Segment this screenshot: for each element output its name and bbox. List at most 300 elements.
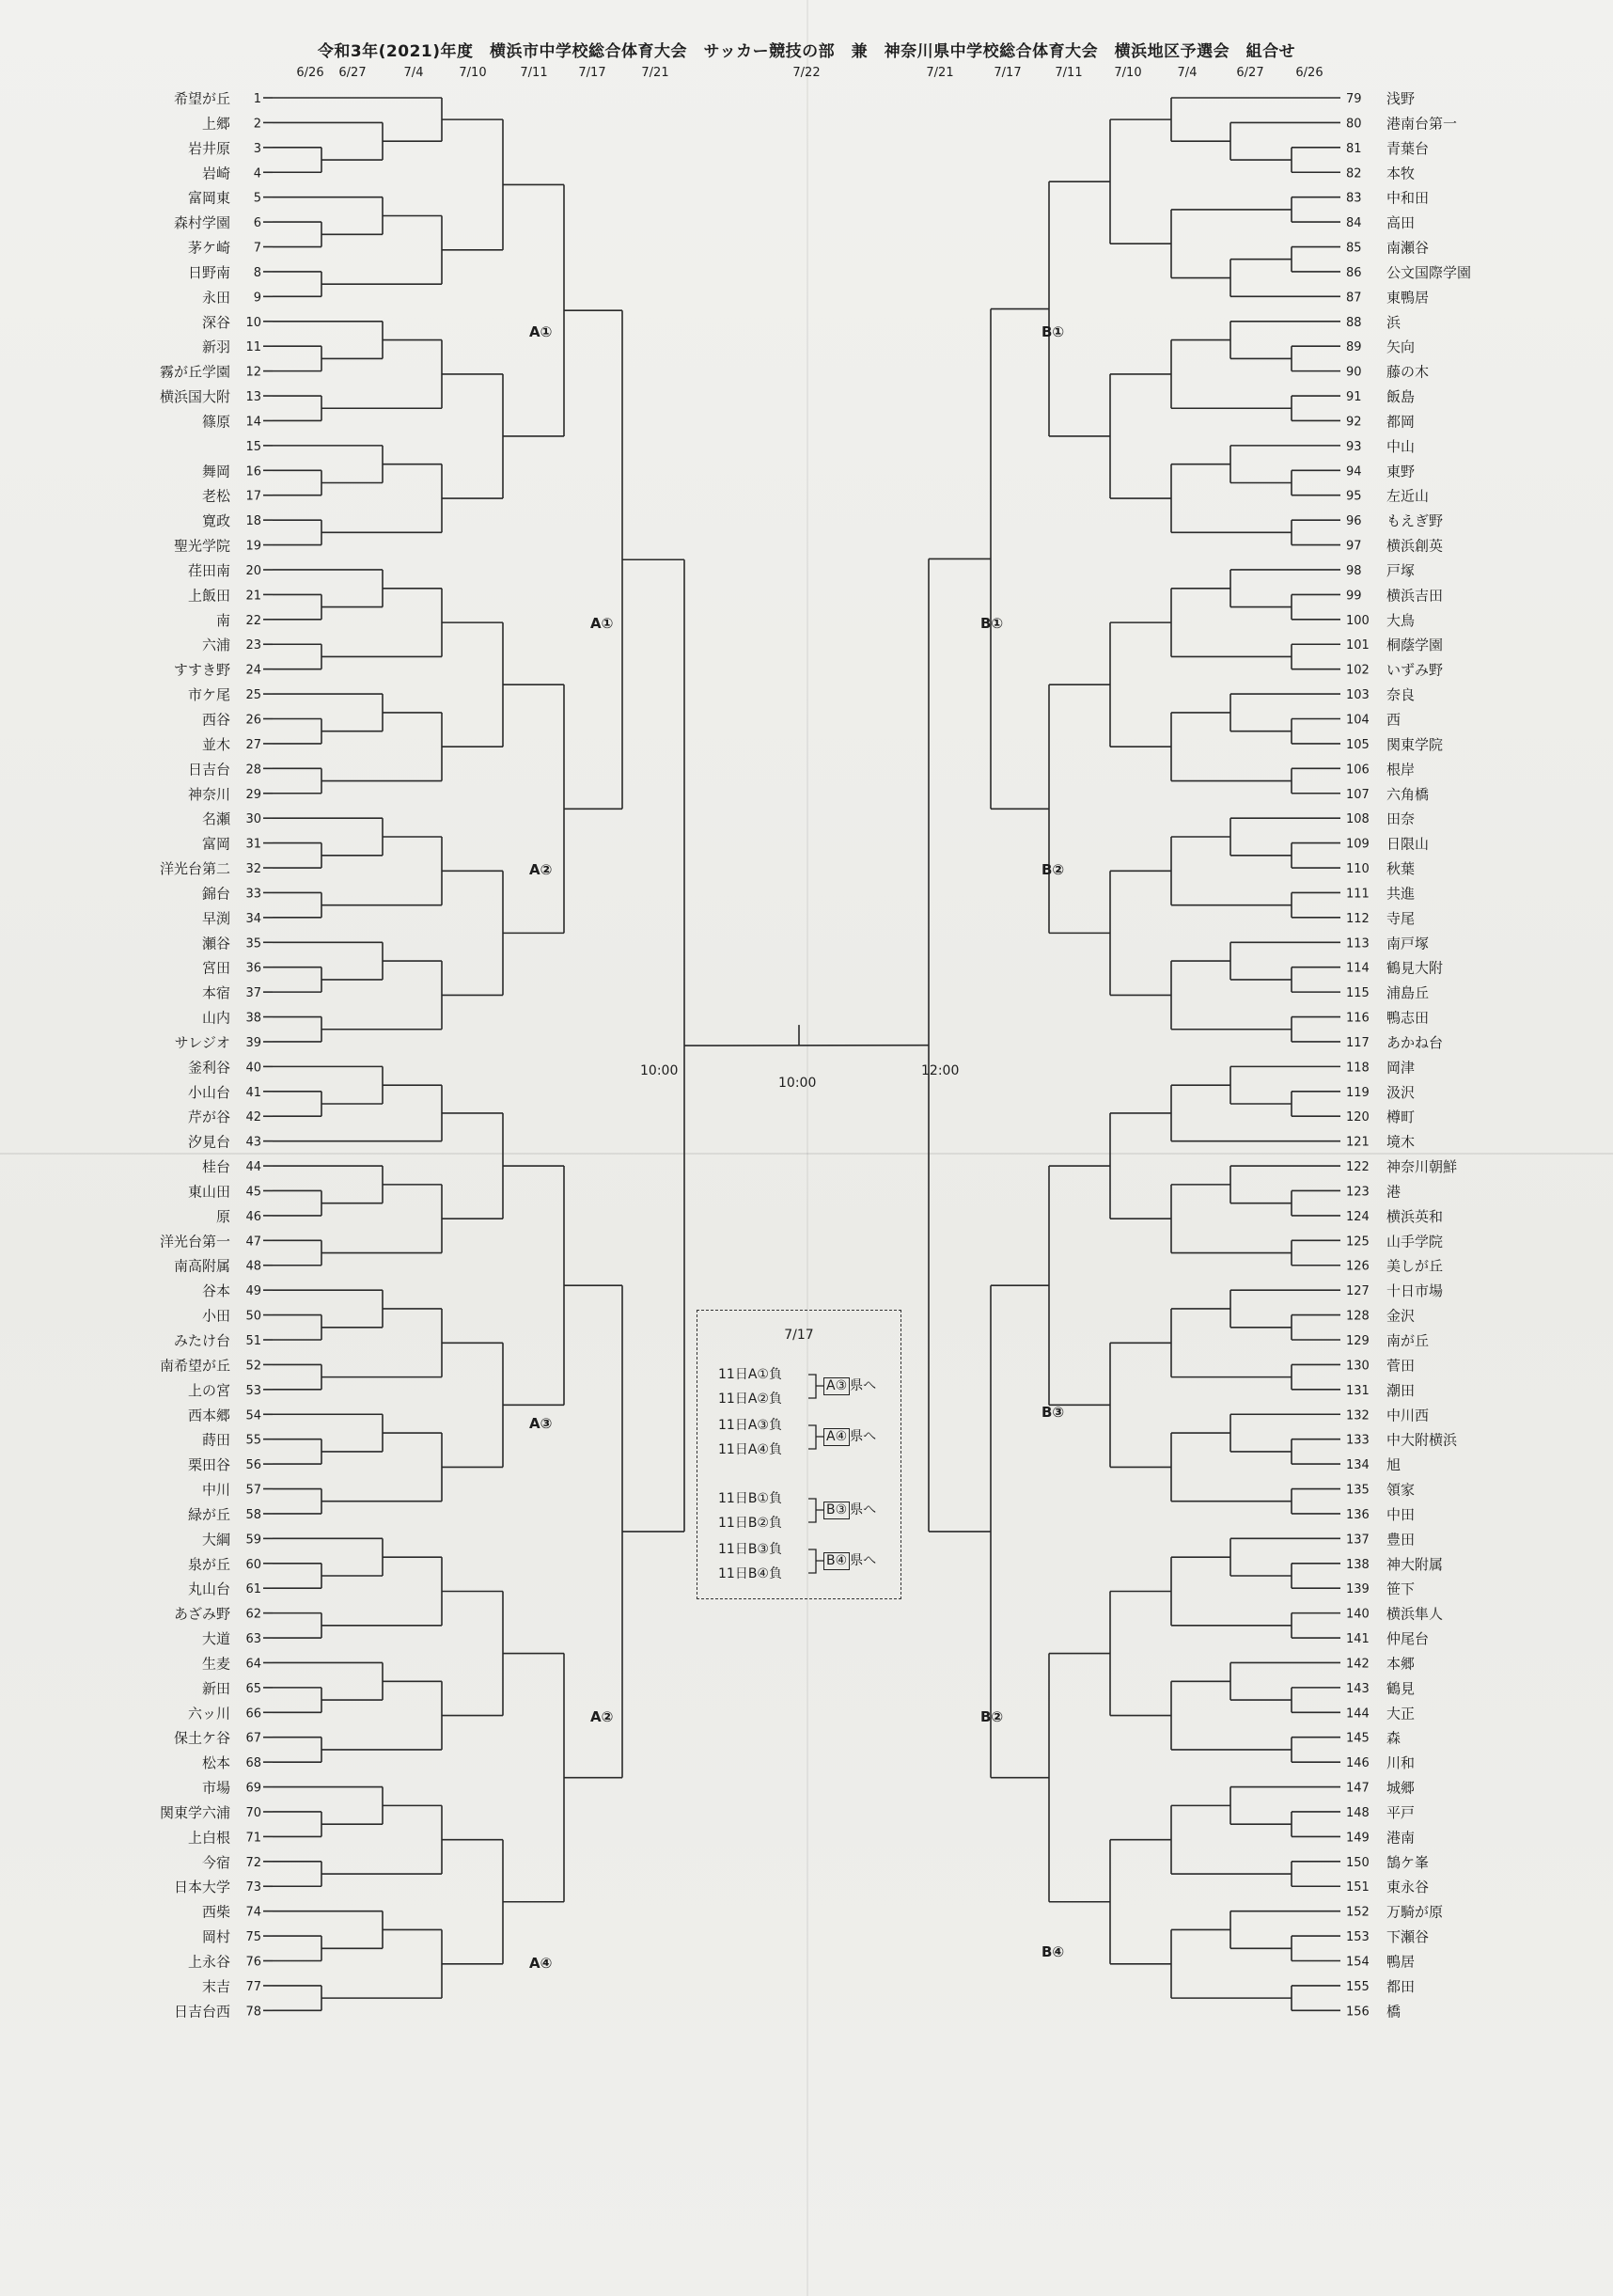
team-name: 矢向 [1386, 338, 1416, 356]
team-name: 飯島 [1386, 388, 1416, 406]
team-number: 38 [245, 1011, 261, 1026]
team-name: 本宿 [201, 984, 230, 1002]
team-number: 144 [1346, 1706, 1370, 1722]
team-name: 横浜創英 [1386, 537, 1444, 555]
team-number: 96 [1346, 514, 1362, 529]
team-name: 末吉 [201, 1977, 230, 1995]
team-number: 30 [245, 812, 261, 827]
team-name: 新田 [201, 1679, 230, 1697]
team-name: 神奈川朝鮮 [1386, 1158, 1458, 1176]
team-name: 仲尾台 [1386, 1630, 1430, 1648]
team-name: 桂台 [201, 1158, 230, 1176]
team-name: 共進 [1386, 885, 1416, 903]
team-name: 森 [1386, 1729, 1402, 1747]
playoff-loser-B2: 11日B②負 [718, 1516, 782, 1531]
team-name: 富岡東 [187, 189, 230, 207]
team-number: 143 [1346, 1681, 1370, 1696]
date-header-center: 7/22 [792, 66, 821, 80]
team-name: 汲沢 [1386, 1083, 1416, 1101]
team-name: 南瀬谷 [1386, 239, 1430, 257]
team-number: 56 [245, 1458, 261, 1473]
team-number: 115 [1346, 986, 1370, 1001]
team-number: 84 [1346, 216, 1362, 231]
label-right-B2: B② [1041, 861, 1065, 878]
label-right-B3: B③ [1041, 1404, 1065, 1421]
team-number: 107 [1346, 787, 1370, 802]
team-number: 146 [1346, 1756, 1370, 1771]
team-name: 笹下 [1386, 1580, 1416, 1598]
team-number: 100 [1346, 613, 1370, 628]
team-number: 113 [1346, 936, 1370, 951]
team-number: 64 [245, 1657, 261, 1672]
team-name: 中山 [1386, 437, 1416, 455]
team-name: 樽町 [1386, 1109, 1416, 1126]
team-name: 深谷 [201, 313, 230, 331]
team-number: 70 [245, 1805, 261, 1820]
team-number: 137 [1346, 1533, 1370, 1548]
team-name: 中川西 [1386, 1407, 1430, 1424]
team-number: 98 [1346, 563, 1362, 578]
team-number: 117 [1346, 1035, 1370, 1050]
team-number: 4 [253, 166, 261, 181]
playoff-loser-A3: 11日A③負 [718, 1418, 782, 1433]
team-number: 58 [245, 1507, 261, 1522]
team-number: 36 [245, 961, 261, 976]
team-number: 122 [1346, 1160, 1370, 1175]
left-half-teams [160, 90, 261, 2020]
team-number: 68 [245, 1756, 261, 1771]
team-number: 16 [245, 464, 261, 480]
team-name: 南戸塚 [1386, 935, 1430, 952]
team-number: 3 [253, 141, 261, 156]
team-number: 59 [245, 1533, 261, 1548]
team-name: 左近山 [1386, 487, 1430, 505]
team-name: 山内 [201, 1009, 230, 1027]
team-number: 8 [253, 265, 261, 280]
team-number: 138 [1346, 1557, 1370, 1572]
playoff-loser-A1: 11日A①負 [718, 1367, 782, 1382]
team-number: 51 [245, 1334, 261, 1348]
team-number: 95 [1346, 489, 1362, 504]
team-name: 田奈 [1386, 810, 1416, 828]
label-left-A3: A③ [529, 1415, 553, 1432]
playoff-result-A4-box: A④ [823, 1428, 850, 1446]
team-number: 102 [1346, 663, 1370, 678]
team-number: 152 [1346, 1905, 1370, 1920]
team-name: みたけ台 [173, 1332, 230, 1349]
right-half-teams [1346, 90, 1471, 2020]
team-name: 大正 [1386, 1705, 1416, 1722]
team-number: 74 [245, 1905, 261, 1920]
team-number: 72 [245, 1855, 261, 1870]
team-name: 日野南 [187, 263, 230, 281]
team-number: 55 [245, 1433, 261, 1448]
team-name: 万騎が原 [1386, 1903, 1444, 1921]
team-number: 132 [1346, 1408, 1370, 1423]
team-number: 35 [245, 936, 261, 951]
team-name: 公文国際学園 [1386, 263, 1472, 281]
team-name: 松本 [201, 1754, 230, 1772]
team-name: あざみ野 [173, 1605, 230, 1623]
team-number: 45 [245, 1185, 261, 1200]
playoff-loser-B4: 11日B④負 [718, 1566, 782, 1581]
team-number: 31 [245, 837, 261, 852]
team-name: 岡村 [201, 1928, 230, 1946]
team-number: 80 [1346, 117, 1362, 132]
label-left-upper-A1: A① [529, 323, 553, 340]
team-number: 112 [1346, 911, 1370, 926]
team-name: 寛政 [201, 512, 230, 530]
team-number: 90 [1346, 365, 1362, 380]
team-name: 聖光学院 [173, 537, 230, 555]
team-name: 港 [1386, 1183, 1402, 1201]
date-header-left-7: 7/21 [641, 66, 669, 80]
team-number: 41 [245, 1085, 261, 1100]
date-header-left-6: 7/17 [578, 66, 606, 80]
time-left-final: 10:00 [640, 1063, 679, 1078]
time-right-final: 12:00 [921, 1063, 960, 1078]
team-number: 61 [245, 1582, 261, 1597]
team-number: 120 [1346, 1110, 1370, 1125]
team-name: 関東学院 [1386, 735, 1444, 753]
team-name: いずみ野 [1386, 661, 1444, 679]
playoff-result-A4-suffix: 県へ [850, 1429, 877, 1444]
date-header-right-1: 7/21 [926, 66, 954, 80]
team-number: 85 [1346, 241, 1362, 256]
team-number: 77 [245, 1979, 261, 1994]
team-name: 横浜国大附 [159, 388, 230, 406]
team-number: 99 [1346, 589, 1362, 604]
team-number: 135 [1346, 1483, 1370, 1498]
team-number: 53 [245, 1383, 261, 1398]
label-left-A2: A② [529, 861, 553, 878]
team-number: 25 [245, 688, 261, 703]
team-number: 20 [245, 563, 261, 578]
team-name: 市ケ尾 [187, 686, 230, 704]
team-number: 125 [1346, 1234, 1370, 1250]
team-number: 156 [1346, 2005, 1370, 2020]
team-number: 75 [245, 1930, 261, 1945]
team-number: 110 [1346, 862, 1370, 877]
team-name: 南希望が丘 [159, 1357, 230, 1375]
team-name: 洋光台第一 [159, 1233, 230, 1250]
team-number: 131 [1346, 1383, 1370, 1398]
team-name: 大綱 [201, 1531, 230, 1549]
team-name: 日本大学 [173, 1879, 230, 1896]
team-name: 荏田南 [187, 561, 230, 579]
team-name: 潮田 [1386, 1381, 1416, 1399]
team-number: 37 [245, 986, 261, 1001]
team-name: もえぎ野 [1386, 512, 1444, 530]
label-right-B4: B④ [1041, 1943, 1065, 1960]
team-name: 中川 [201, 1481, 230, 1499]
team-name: 港南台第一 [1386, 115, 1458, 133]
team-number: 124 [1346, 1209, 1370, 1224]
team-name: 六ッ川 [187, 1705, 230, 1722]
team-name: 上郷 [201, 115, 230, 133]
team-name: 寺尾 [1386, 909, 1416, 927]
label-left-A4: A④ [529, 1955, 553, 1972]
team-number: 89 [1346, 340, 1362, 355]
team-number: 15 [245, 439, 261, 454]
team-number: 141 [1346, 1632, 1370, 1647]
team-name: 日吉台 [187, 761, 230, 778]
team-name: 市場 [201, 1779, 230, 1797]
team-number: 13 [245, 390, 261, 405]
team-name: 鵠ケ峯 [1386, 1853, 1430, 1871]
team-number: 142 [1346, 1657, 1370, 1672]
team-name: 浦島丘 [1386, 984, 1430, 1002]
team-number: 139 [1346, 1582, 1370, 1597]
team-name: 城郷 [1386, 1779, 1416, 1797]
team-name: 東野 [1386, 463, 1416, 480]
team-name: 東永谷 [1386, 1879, 1430, 1896]
team-name: 横浜吉田 [1386, 587, 1444, 605]
team-number: 42 [245, 1110, 261, 1125]
team-name: 高田 [1386, 214, 1416, 232]
team-number: 154 [1346, 1955, 1370, 1970]
team-number: 57 [245, 1483, 261, 1498]
team-number: 50 [245, 1309, 261, 1324]
team-number: 34 [245, 911, 261, 926]
team-name: すすき野 [173, 661, 230, 679]
team-name: 南高附属 [173, 1257, 230, 1275]
team-name: 六角橋 [1386, 785, 1430, 803]
team-number: 153 [1346, 1930, 1370, 1945]
team-number: 7 [253, 241, 261, 256]
team-name: 小山台 [187, 1083, 230, 1101]
team-number: 130 [1346, 1359, 1370, 1374]
team-number: 118 [1346, 1061, 1370, 1076]
bracket-lines [263, 98, 1340, 2010]
team-number: 121 [1346, 1135, 1370, 1150]
team-number: 151 [1346, 1880, 1370, 1895]
team-number: 104 [1346, 713, 1370, 728]
playoff-result-B3-box: B③ [823, 1502, 850, 1519]
team-name: 名瀬 [201, 810, 230, 828]
team-number: 22 [245, 613, 261, 628]
team-name: 鶴見 [1386, 1679, 1416, 1697]
team-name: 鴨居 [1386, 1953, 1416, 1971]
time-center-final: 10:00 [778, 1076, 817, 1091]
team-name: 秋葉 [1386, 860, 1416, 878]
date-header-right-7: 6/26 [1295, 66, 1323, 80]
team-name: 芹が谷 [187, 1109, 230, 1126]
team-name: 美しが丘 [1386, 1257, 1444, 1275]
team-number: 145 [1346, 1731, 1370, 1746]
team-number: 21 [245, 589, 261, 604]
team-name: 西本郷 [187, 1407, 230, 1424]
team-number: 136 [1346, 1507, 1370, 1522]
team-number: 6 [253, 216, 261, 231]
team-number: 17 [245, 489, 261, 504]
team-number: 128 [1346, 1309, 1370, 1324]
team-name: 保土ケ谷 [173, 1729, 230, 1747]
team-number: 71 [245, 1831, 261, 1846]
team-name: 西 [1386, 711, 1402, 729]
team-number: 147 [1346, 1781, 1370, 1796]
team-number: 29 [245, 787, 261, 802]
playoff-loser-A4: 11日A④負 [718, 1442, 782, 1457]
team-number: 94 [1346, 464, 1362, 480]
team-name: 錦台 [201, 885, 230, 903]
team-number: 114 [1346, 961, 1370, 976]
team-number: 62 [245, 1607, 261, 1622]
team-name: 橋 [1386, 2003, 1402, 2021]
team-name: 青葉台 [1386, 139, 1430, 157]
team-name: 小田 [201, 1307, 230, 1325]
team-number: 48 [245, 1259, 261, 1274]
label-right-semi-B1: B① [980, 615, 1004, 632]
team-name: 釜利谷 [187, 1059, 230, 1077]
team-number: 54 [245, 1408, 261, 1423]
team-name: 都岡 [1386, 413, 1416, 431]
team-name: 岡津 [1386, 1059, 1416, 1077]
team-name: 丸山台 [187, 1580, 230, 1598]
team-name: 中大附横浜 [1386, 1431, 1458, 1449]
playoff-date: 7/17 [784, 1328, 814, 1343]
playoff-loser-A2: 11日A②負 [718, 1392, 782, 1407]
team-name: 下瀬谷 [1386, 1928, 1430, 1946]
team-name: 瀬谷 [201, 935, 230, 952]
team-name: 大鳥 [1386, 611, 1416, 629]
team-name: 平戸 [1386, 1803, 1416, 1821]
team-name: 東鴨居 [1386, 289, 1430, 307]
team-number: 108 [1346, 812, 1370, 827]
team-name: 関東学六浦 [159, 1803, 230, 1821]
team-name: 南 [215, 611, 230, 629]
team-name: 宮田 [201, 959, 230, 977]
date-header-left-2: 6/27 [338, 66, 367, 80]
team-number: 18 [245, 514, 261, 529]
team-name: 本郷 [1386, 1655, 1416, 1673]
team-number: 129 [1346, 1334, 1370, 1348]
team-name: 神大附属 [1386, 1555, 1444, 1573]
date-header-right-6: 6/27 [1236, 66, 1264, 80]
team-number: 76 [245, 1955, 261, 1970]
team-name: 富岡 [201, 835, 230, 853]
team-number: 40 [245, 1061, 261, 1076]
date-header-left-5: 7/11 [520, 66, 548, 80]
playoff-result-A3-box: A③ [823, 1377, 850, 1395]
team-number: 116 [1346, 1011, 1370, 1026]
team-number: 44 [245, 1160, 261, 1175]
team-name: 鶴見大附 [1386, 959, 1444, 977]
team-number: 19 [245, 539, 261, 554]
playoff-connectors [697, 1311, 902, 1600]
team-number: 88 [1346, 315, 1362, 330]
label-left-semi-A1: A① [590, 615, 614, 632]
team-number: 47 [245, 1234, 261, 1250]
team-number: 9 [253, 291, 261, 306]
team-number: 140 [1346, 1607, 1370, 1622]
team-number: 111 [1346, 887, 1370, 902]
team-name: 老松 [201, 487, 230, 505]
team-name: 旭 [1386, 1456, 1402, 1474]
team-number: 149 [1346, 1831, 1370, 1846]
team-name: 生麦 [201, 1655, 230, 1673]
team-number: 1 [253, 92, 261, 106]
team-name: 中田 [1386, 1505, 1416, 1523]
team-number: 148 [1346, 1805, 1370, 1820]
playoff-loser-B3: 11日B③負 [718, 1542, 782, 1557]
team-name: 栗田谷 [187, 1456, 230, 1474]
team-name: 横浜隼人 [1386, 1605, 1444, 1623]
team-number: 33 [245, 887, 261, 902]
team-number: 92 [1346, 415, 1362, 430]
team-number: 83 [1346, 191, 1362, 206]
team-number: 87 [1346, 291, 1362, 306]
team-name: 川和 [1386, 1754, 1416, 1772]
team-number: 105 [1346, 737, 1370, 752]
team-name: 本牧 [1386, 165, 1416, 182]
team-name: 日吉台西 [173, 2003, 230, 2021]
date-header-left-4: 7/10 [459, 66, 487, 80]
playoff-result-B4-box: B④ [823, 1552, 850, 1570]
team-number: 78 [245, 2005, 261, 2020]
team-number: 81 [1346, 141, 1362, 156]
team-name: 領家 [1386, 1481, 1416, 1499]
team-name: 浅野 [1386, 90, 1416, 107]
team-name: あかね台 [1386, 1033, 1444, 1051]
team-name: 大道 [201, 1630, 230, 1648]
team-number: 119 [1346, 1085, 1370, 1100]
playoff-result-B4-suffix: 県へ [850, 1553, 877, 1568]
page-title: 令和3年(2021)年度 横浜市中学校総合体育大会 サッカー競技の部 兼 神奈川県中学校総合体育大会 横浜地区予選会 組合せ [317, 42, 1296, 61]
team-number: 133 [1346, 1433, 1370, 1448]
team-number: 103 [1346, 688, 1370, 703]
team-name: 新羽 [201, 338, 230, 356]
team-name: 上の宮 [187, 1381, 230, 1399]
team-name: 上白根 [187, 1829, 230, 1847]
team-name: 谷本 [201, 1282, 230, 1300]
team-number: 10 [245, 315, 261, 330]
team-name: 菅田 [1386, 1357, 1416, 1375]
team-name: 鴨志田 [1386, 1009, 1430, 1027]
team-name: 金沢 [1386, 1307, 1416, 1325]
team-name: 緑が丘 [187, 1505, 230, 1523]
team-number: 73 [245, 1880, 261, 1895]
team-name: 南が丘 [1386, 1332, 1430, 1349]
label-right-semi-B2: B② [980, 1708, 1004, 1725]
team-name: 中和田 [1386, 189, 1430, 207]
team-name: 十日市場 [1386, 1282, 1444, 1300]
team-name: 原 [215, 1207, 230, 1225]
team-name: 洋光台第二 [159, 860, 230, 878]
date-header-right-3: 7/11 [1055, 66, 1083, 80]
date-header-left-1: 6/26 [296, 66, 324, 80]
team-number: 67 [245, 1731, 261, 1746]
team-name: 日限山 [1386, 835, 1430, 853]
team-name: 港南 [1386, 1829, 1416, 1847]
label-right-upper-B1: B① [1041, 323, 1065, 340]
team-number: 155 [1346, 1979, 1370, 1994]
playoff-loser-B1: 11日B①負 [718, 1491, 782, 1506]
team-name: サレジオ [174, 1033, 230, 1051]
team-number: 5 [253, 191, 261, 206]
team-number: 46 [245, 1209, 261, 1224]
team-number: 28 [245, 763, 261, 778]
team-number: 127 [1346, 1284, 1370, 1299]
team-number: 109 [1346, 837, 1370, 852]
team-number: 60 [245, 1557, 261, 1572]
team-number: 150 [1346, 1855, 1370, 1870]
team-name: 山手学院 [1386, 1233, 1444, 1250]
team-number: 12 [245, 365, 261, 380]
team-name: 都田 [1386, 1977, 1416, 1995]
team-number: 43 [245, 1135, 261, 1150]
team-name: 蒔田 [201, 1431, 230, 1449]
